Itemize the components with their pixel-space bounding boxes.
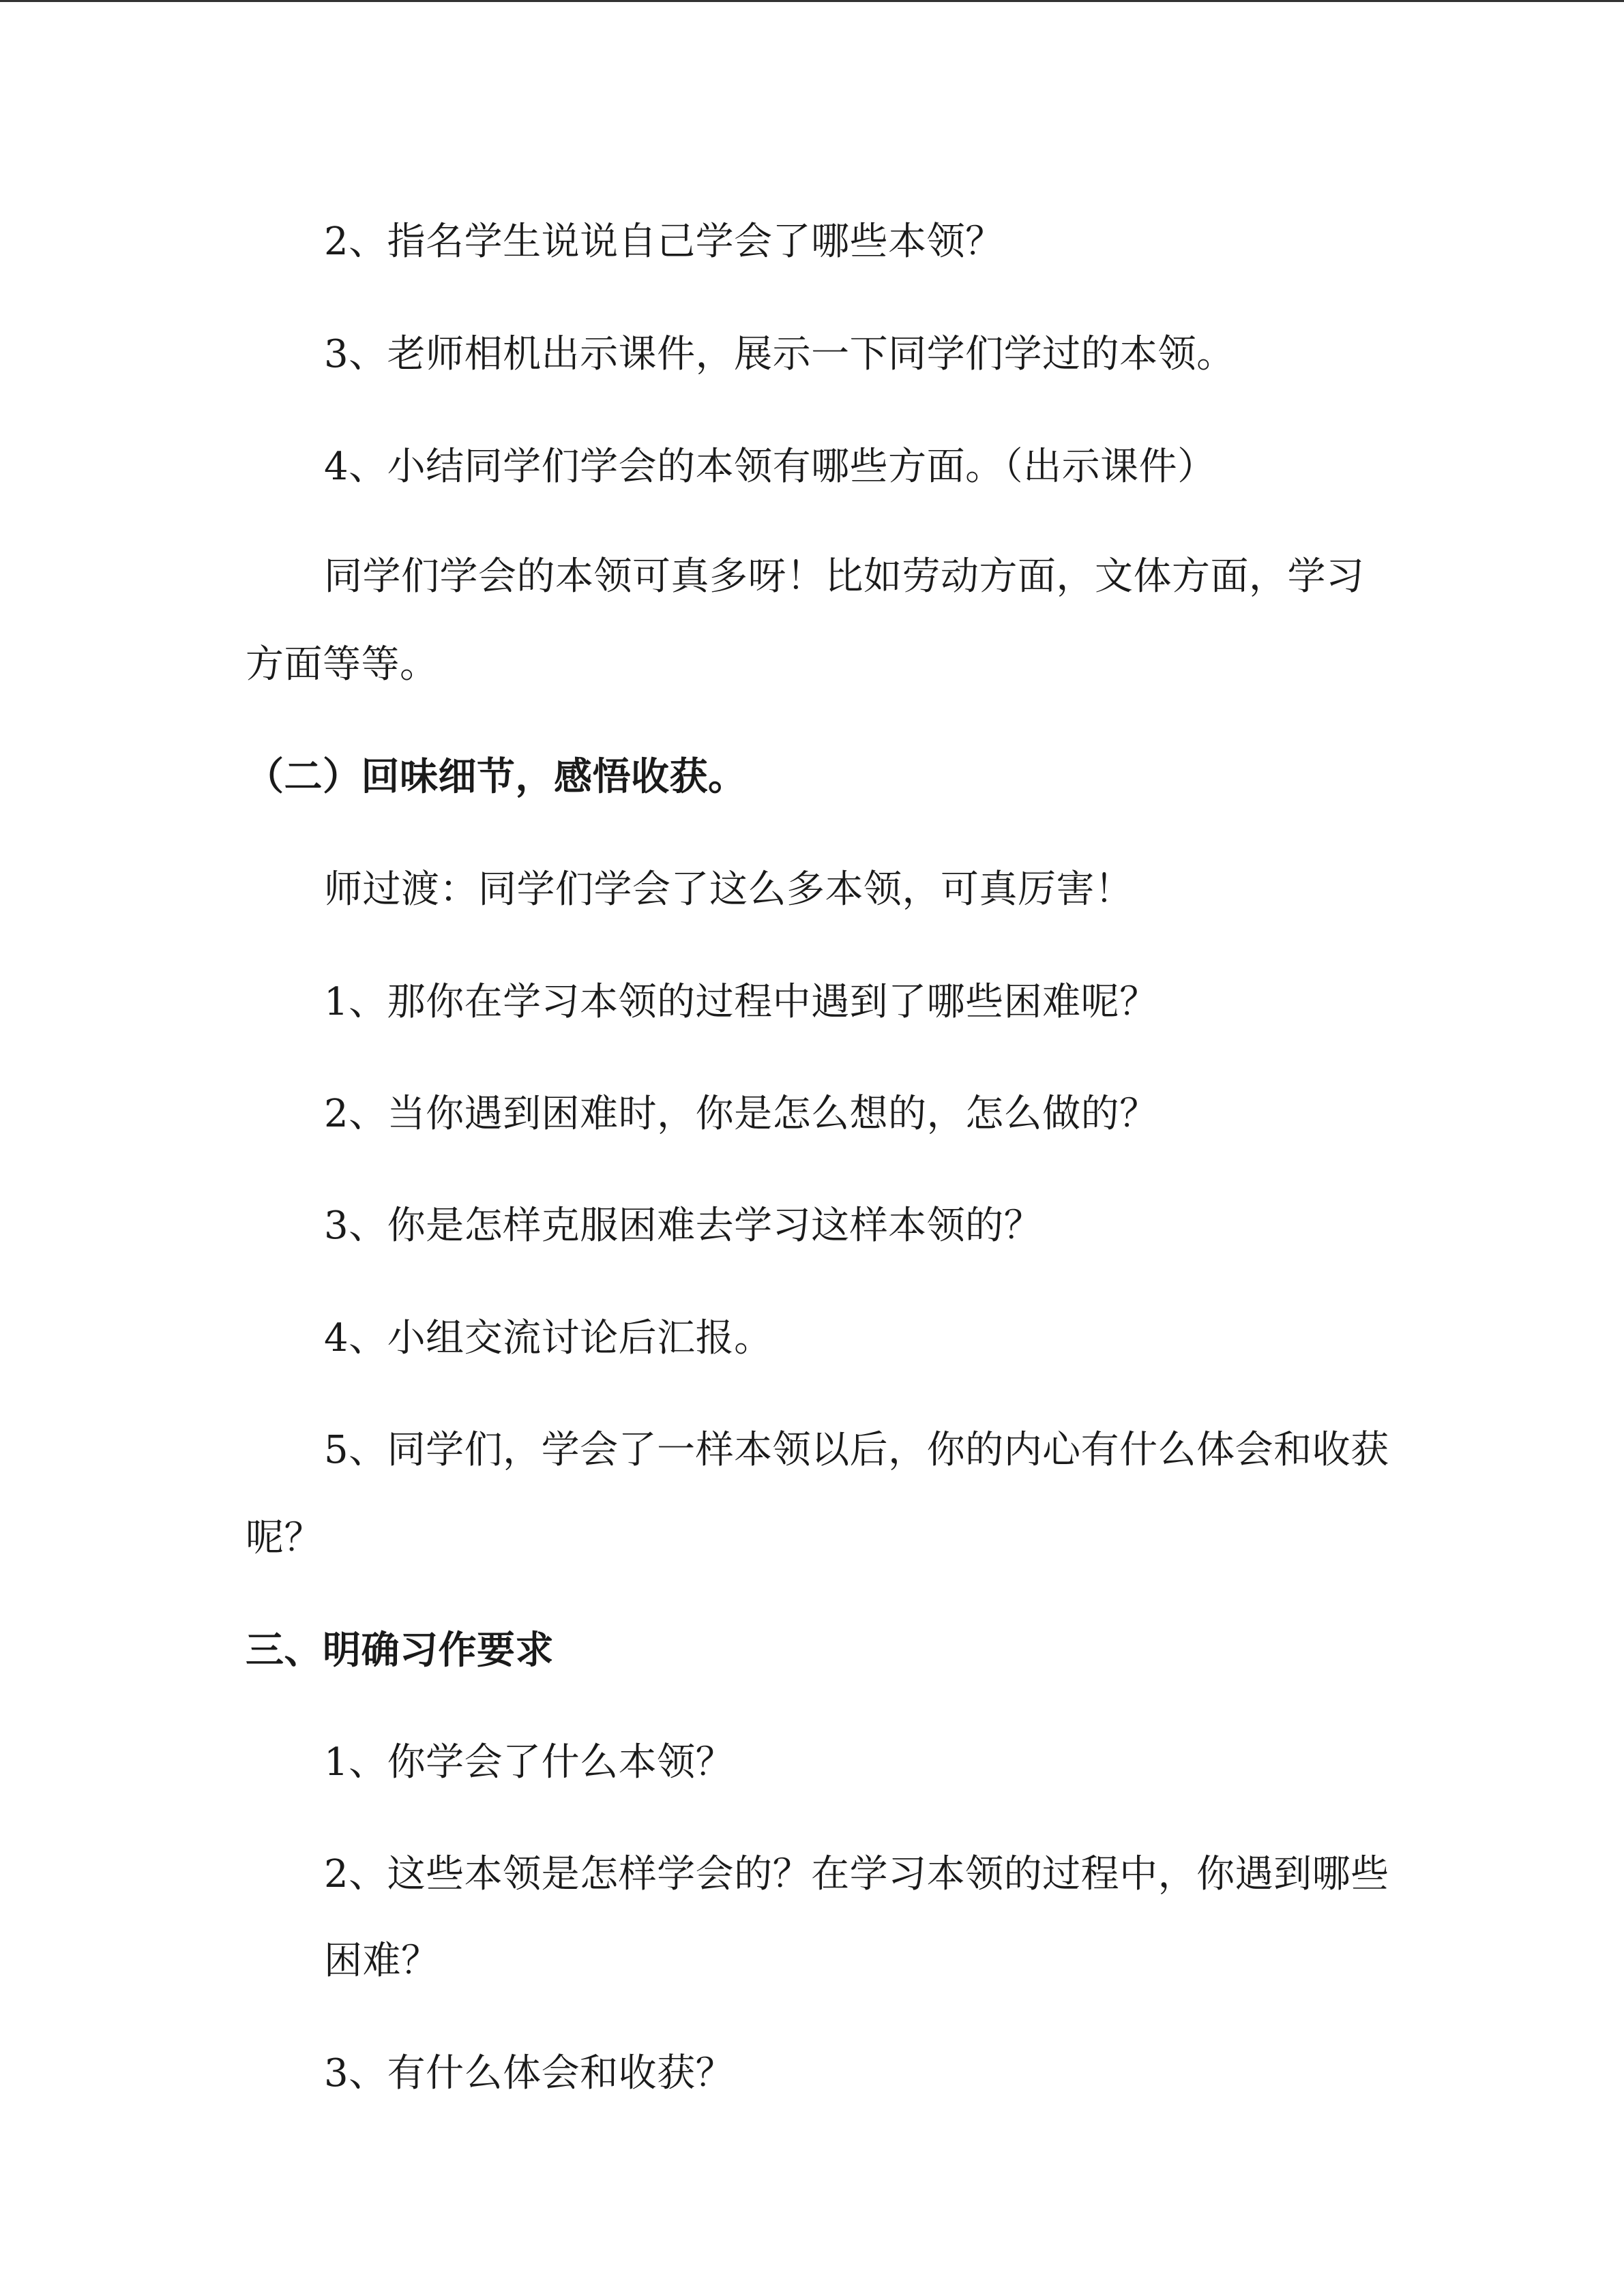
paragraph-line: 4、小结同学们学会的本领有哪些方面。（出示课件） bbox=[324, 445, 1216, 489]
paragraph-line: 3、老师相机出示课件，展示一下同学们学过的本领。 bbox=[324, 332, 1235, 376]
paragraph-line: 2、当你遇到困难时，你是怎么想的，怎么做的？ bbox=[324, 1092, 1158, 1136]
paragraph-line: 方面等等。 bbox=[246, 642, 439, 687]
paragraph-line: 师过渡：同学们学会了这么多本领，可真厉害！ bbox=[324, 867, 1134, 912]
section-heading: 三、明确习作要求 bbox=[246, 1628, 554, 1673]
paragraph-line: 1、你学会了什么本领？ bbox=[324, 1740, 735, 1785]
paragraph-line: 3、有什么体会和收获？ bbox=[324, 2051, 735, 2096]
paragraph-line: 1、那你在学习本领的过程中遇到了哪些困难呢？ bbox=[324, 980, 1158, 1024]
paragraph-line: 2、这些本领是怎样学会的？在学习本领的过程中，你遇到哪些 bbox=[324, 1852, 1389, 1896]
paragraph-line: 困难？ bbox=[324, 1939, 440, 1983]
paragraph-line: 呢？ bbox=[246, 1516, 323, 1560]
section-heading: （二）回味细节，感悟收获。 bbox=[246, 754, 747, 799]
paragraph-line: 5、同学们，学会了一样本领以后，你的内心有什么体会和收获 bbox=[324, 1428, 1389, 1472]
paragraph-line: 3、你是怎样克服困难去学习这样本领的？ bbox=[324, 1204, 1043, 1248]
paragraph-line: 2、指名学生说说自己学会了哪些本领？ bbox=[324, 220, 1004, 264]
paragraph-line: 4、小组交流讨论后汇报。 bbox=[324, 1316, 773, 1360]
paragraph-line: 同学们学会的本领可真多呀！比如劳动方面，文体方面，学习 bbox=[324, 554, 1365, 599]
